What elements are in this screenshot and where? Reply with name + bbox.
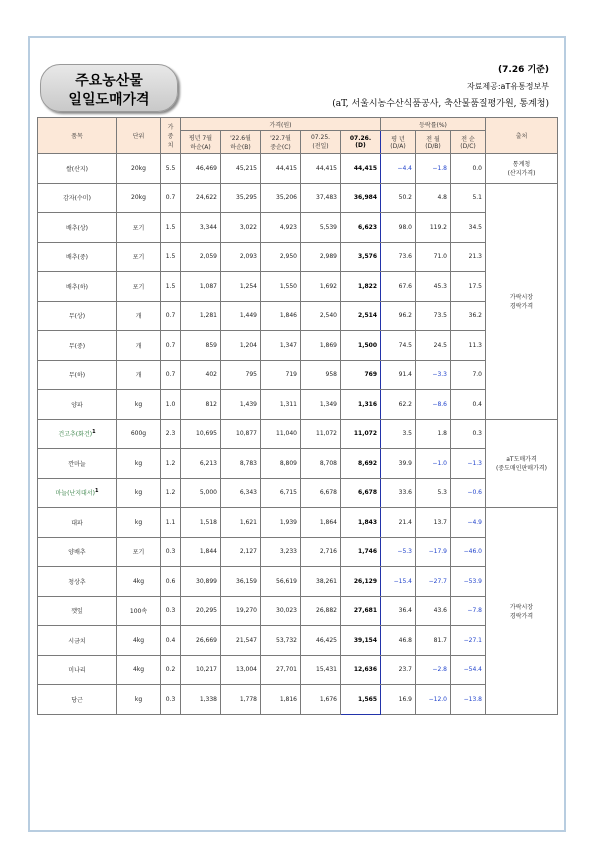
change-vs-month: 4.8 [416,183,451,213]
price-june-late: 8,783 [221,449,261,479]
change-vs-normal: 16.9 [381,685,416,715]
price-july-mid: 35,206 [261,183,301,213]
change-vs-period: 36.2 [451,301,486,331]
price-table [37,117,558,715]
table-row [38,154,558,184]
change-vs-normal: −15.4 [381,567,416,597]
price-current: 1,822 [341,272,381,302]
price-normal-july: 10,217 [181,655,221,685]
header-unit: 단위 [117,118,161,154]
change-vs-month: 1.8 [416,419,451,449]
price-july-mid: 1,347 [261,331,301,361]
price-normal-july: 24,622 [181,183,221,213]
price-june-late: 35,295 [221,183,261,213]
price-normal-july: 2,059 [181,242,221,272]
price-prev-day: 46,425 [301,626,341,656]
price-current: 1,843 [341,508,381,538]
title-line2: 일일도매가격 [68,92,150,108]
price-normal-july: 1,338 [181,685,221,715]
price-june-late: 36,159 [221,567,261,597]
weight: 0.3 [161,537,181,567]
price-normal-july: 5,000 [181,478,221,508]
unit: 포기 [117,272,161,302]
price-prev-day: 1,676 [301,685,341,715]
unit: 100속 [117,596,161,626]
table-row [38,360,558,390]
source-cell: 가락시장 경락가격 [486,508,558,715]
price-prev-day: 2,716 [301,537,341,567]
table-row [38,301,558,331]
weight: 0.7 [161,183,181,213]
header-change-col: 전 월 (D/B) [416,131,451,154]
change-vs-period: −27.1 [451,626,486,656]
table-row [38,478,558,508]
price-current: 6,678 [341,478,381,508]
item-name: 쌀(산지) [38,154,117,184]
weight: 1.5 [161,213,181,243]
source-cell: 통계청 (산지가격) [486,154,558,184]
change-vs-month: 73.5 [416,301,451,331]
price-july-mid: 27,701 [261,655,301,685]
unit: 개 [117,360,161,390]
item-name: 마늘(난지대서)$^1$ [38,478,117,508]
change-vs-normal: 62.2 [381,390,416,420]
change-vs-normal: 50.2 [381,183,416,213]
price-prev-day: 2,989 [301,242,341,272]
table-row [38,508,558,538]
item-name: 무(중) [38,331,117,361]
source-provider: 자료제공:aT유통정보부 [466,82,549,91]
change-vs-period: 34.5 [451,213,486,243]
change-vs-month: −1.8 [416,154,451,184]
table-row [38,655,558,685]
price-normal-july: 30,899 [181,567,221,597]
item-name: 건고추(화건)$^1$ [38,419,117,449]
change-vs-period: 0.3 [451,419,486,449]
table-body [38,154,558,715]
price-july-mid: 6,715 [261,478,301,508]
change-vs-month: 24.5 [416,331,451,361]
change-vs-month: −12.0 [416,685,451,715]
price-normal-july: 20,295 [181,596,221,626]
table-row [38,272,558,302]
price-july-mid: 56,619 [261,567,301,597]
price-current: 3,576 [341,242,381,272]
change-vs-normal: 96.2 [381,301,416,331]
table-row [38,626,558,656]
change-vs-period: 17.5 [451,272,486,302]
table-row [38,685,558,715]
price-prev-day: 958 [301,360,341,390]
unit: kg [117,508,161,538]
change-vs-normal: 74.5 [381,331,416,361]
price-july-mid: 3,233 [261,537,301,567]
change-vs-normal: −4.4 [381,154,416,184]
footnote-mark: 1 [94,488,99,495]
table-row [38,242,558,272]
header-price-col: 평년 7월 하순(A) [181,131,221,154]
header-change-col: 평 년 (D/A) [381,131,416,154]
price-current: 12,636 [341,655,381,685]
weight: 1.0 [161,390,181,420]
price-june-late: 1,449 [221,301,261,331]
weight: 5.5 [161,154,181,184]
weight: 0.3 [161,685,181,715]
price-normal-july: 26,669 [181,626,221,656]
price-prev-day: 1,864 [301,508,341,538]
item-name: 깻잎 [38,596,117,626]
header-price-col: '22.7월 중순(C) [261,131,301,154]
weight: 0.4 [161,626,181,656]
price-current: 1,746 [341,537,381,567]
price-june-late: 19,270 [221,596,261,626]
change-vs-period: −13.8 [451,685,486,715]
change-vs-normal: 3.5 [381,419,416,449]
price-prev-day: 15,431 [301,655,341,685]
price-prev-day: 44,415 [301,154,341,184]
change-vs-month: 13.7 [416,508,451,538]
price-prev-day: 26,882 [301,596,341,626]
change-vs-normal: 73.6 [381,242,416,272]
price-current: 8,692 [341,449,381,479]
price-current: 1,316 [341,390,381,420]
price-normal-july: 1,087 [181,272,221,302]
unit: 개 [117,301,161,331]
change-vs-month: −2.8 [416,655,451,685]
price-prev-day: 37,483 [301,183,341,213]
header-price-group: 가격(원) [181,118,381,131]
item-name: 청상추 [38,567,117,597]
price-july-mid: 2,950 [261,242,301,272]
price-prev-day: 1,349 [301,390,341,420]
price-june-late: 21,547 [221,626,261,656]
weight: 0.7 [161,301,181,331]
weight: 0.7 [161,331,181,361]
item-name: 양파 [38,390,117,420]
item-name: 무(상) [38,301,117,331]
header-item: 품목 [38,118,117,154]
price-june-late: 795 [221,360,261,390]
price-june-late: 45,215 [221,154,261,184]
change-vs-month: −1.0 [416,449,451,479]
change-vs-normal: 21.4 [381,508,416,538]
change-vs-period: 11.3 [451,331,486,361]
price-prev-day: 8,708 [301,449,341,479]
price-july-mid: 44,415 [261,154,301,184]
price-normal-july: 859 [181,331,221,361]
price-current: 36,984 [341,183,381,213]
price-july-mid: 11,040 [261,419,301,449]
header-change-col: 전 순 (D/C) [451,131,486,154]
header-price-col: 07.25. (전일) [301,131,341,154]
table-header [38,118,558,154]
table-row [38,419,558,449]
price-normal-july: 812 [181,390,221,420]
item-name: 무(하) [38,360,117,390]
change-vs-month: −3.3 [416,360,451,390]
price-current: 44,415 [341,154,381,184]
price-june-late: 2,127 [221,537,261,567]
change-vs-period: −0.6 [451,478,486,508]
change-vs-period: 21.3 [451,242,486,272]
change-vs-month: 45.3 [416,272,451,302]
weight: 1.5 [161,242,181,272]
change-vs-period: 0.4 [451,390,486,420]
price-june-late: 13,004 [221,655,261,685]
unit: 20kg [117,183,161,213]
unit: kg [117,449,161,479]
change-vs-period: 7.0 [451,360,486,390]
table-row [38,183,558,213]
table-row [38,596,558,626]
price-prev-day: 2,540 [301,301,341,331]
change-vs-month: 5.3 [416,478,451,508]
item-name: 감자(수미) [38,183,117,213]
item-name: 배추(하) [38,272,117,302]
unit: 개 [117,331,161,361]
weight: 1.2 [161,449,181,479]
item-name: 시금치 [38,626,117,656]
price-normal-july: 402 [181,360,221,390]
price-prev-day: 38,261 [301,567,341,597]
weight: 1.2 [161,478,181,508]
unit: 4kg [117,567,161,597]
unit: 600g [117,419,161,449]
unit: kg [117,478,161,508]
price-normal-july: 1,844 [181,537,221,567]
change-vs-normal: 36.4 [381,596,416,626]
price-current: 6,623 [341,213,381,243]
price-july-mid: 8,809 [261,449,301,479]
item-name: 대파 [38,508,117,538]
change-vs-normal: 91.4 [381,360,416,390]
unit: 4kg [117,626,161,656]
price-july-mid: 30,023 [261,596,301,626]
price-prev-day: 6,678 [301,478,341,508]
price-prev-day: 11,072 [301,419,341,449]
change-vs-period: −53.9 [451,567,486,597]
price-current: 769 [341,360,381,390]
weight: 2.3 [161,419,181,449]
price-current: 27,681 [341,596,381,626]
weight: 1.1 [161,508,181,538]
price-july-mid: 4,923 [261,213,301,243]
price-july-mid: 1,846 [261,301,301,331]
weight: 0.2 [161,655,181,685]
weight: 0.3 [161,596,181,626]
source-cell: aT도매가격 (중도매인판매가격) [486,419,558,508]
change-vs-month: 43.6 [416,596,451,626]
footnote-mark: 1 [92,429,96,436]
source-agencies: (aT, 서울시농수산식품공사, 축산물품질평가원, 통계청) [332,99,549,109]
unit: 20kg [117,154,161,184]
price-current: 11,072 [341,419,381,449]
change-vs-month: 81.7 [416,626,451,656]
header-weight: 가 중 치 [161,118,181,154]
source-cell: 가락시장 경락가격 [486,183,558,419]
table-row [38,537,558,567]
change-vs-normal: 33.6 [381,478,416,508]
change-vs-period: −1.3 [451,449,486,479]
unit: 포기 [117,537,161,567]
change-vs-period: 0.0 [451,154,486,184]
table-row [38,390,558,420]
table-row [38,567,558,597]
price-prev-day: 1,692 [301,272,341,302]
change-vs-period: −54.4 [451,655,486,685]
item-name: 배추(중) [38,242,117,272]
table-row [38,449,558,479]
price-normal-july: 3,344 [181,213,221,243]
header-source: 출처 [486,118,558,154]
header-price-col: '22.6월 하순(B) [221,131,261,154]
unit: 4kg [117,655,161,685]
unit: kg [117,390,161,420]
change-vs-period: −7.8 [451,596,486,626]
price-june-late: 3,022 [221,213,261,243]
price-june-late: 1,621 [221,508,261,538]
price-june-late: 1,254 [221,272,261,302]
price-normal-july: 46,469 [181,154,221,184]
price-july-mid: 1,939 [261,508,301,538]
change-vs-normal: 46.8 [381,626,416,656]
change-vs-period: −46.0 [451,537,486,567]
header-change-group: 등락률(%) [381,118,486,131]
price-july-mid: 1,816 [261,685,301,715]
item-name: 양배추 [38,537,117,567]
price-june-late: 1,439 [221,390,261,420]
price-june-late: 1,778 [221,685,261,715]
price-june-late: 2,093 [221,242,261,272]
price-prev-day: 1,869 [301,331,341,361]
change-vs-normal: 98.0 [381,213,416,243]
price-june-late: 1,204 [221,331,261,361]
unit: 포기 [117,242,161,272]
change-vs-month: 119.2 [416,213,451,243]
price-normal-july: 6,213 [181,449,221,479]
price-july-mid: 1,550 [261,272,301,302]
weight: 0.6 [161,567,181,597]
item-name: 당근 [38,685,117,715]
price-current: 26,129 [341,567,381,597]
price-current: 1,565 [341,685,381,715]
change-vs-month: −27.7 [416,567,451,597]
item-name: 미나리 [38,655,117,685]
price-normal-july: 10,695 [181,419,221,449]
price-july-mid: 53,732 [261,626,301,656]
price-normal-july: 1,281 [181,301,221,331]
change-vs-period: 5.1 [451,183,486,213]
change-vs-month: 71.0 [416,242,451,272]
change-vs-month: −8.6 [416,390,451,420]
title-badge [40,64,178,112]
basis-date: (7.26 기준) [498,65,549,75]
table-row [38,331,558,361]
unit: kg [117,685,161,715]
unit: 포기 [117,213,161,243]
header-price-col: 07.26. (D) [341,131,381,154]
price-june-late: 6,343 [221,478,261,508]
change-vs-normal: 23.7 [381,655,416,685]
price-current: 39,154 [341,626,381,656]
item-name: 깐마늘 [38,449,117,479]
title-line1: 주요농산물 [75,73,143,89]
table-row [38,213,558,243]
change-vs-normal: −5.3 [381,537,416,567]
price-normal-july: 1,518 [181,508,221,538]
price-july-mid: 1,311 [261,390,301,420]
change-vs-period: −4.9 [451,508,486,538]
change-vs-normal: 39.9 [381,449,416,479]
price-prev-day: 5,539 [301,213,341,243]
item-name: 배추(상) [38,213,117,243]
price-current: 1,500 [341,331,381,361]
price-june-late: 10,877 [221,419,261,449]
price-current: 2,514 [341,301,381,331]
change-vs-normal: 67.6 [381,272,416,302]
weight: 0.7 [161,360,181,390]
weight: 1.5 [161,272,181,302]
change-vs-month: −17.9 [416,537,451,567]
price-july-mid: 719 [261,360,301,390]
